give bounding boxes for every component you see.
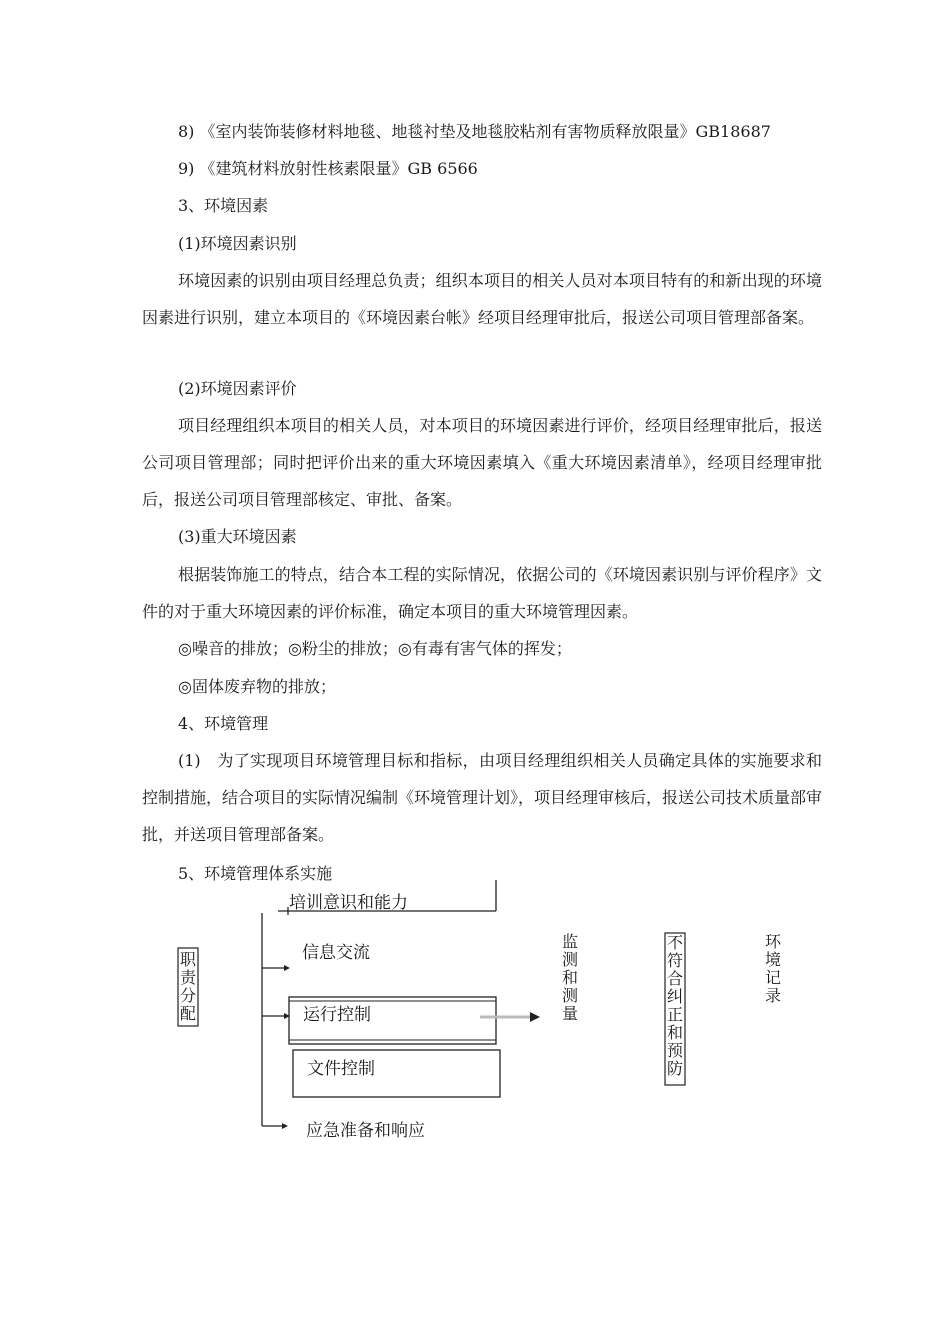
operation-control-label: 运行控制 (303, 1005, 371, 1025)
bullet-line-2: ◎固体废弃物的排放； (178, 677, 336, 696)
arrow-emergency-icon (282, 1123, 288, 1129)
section-heading-4: 4、环境管理 (178, 714, 269, 733)
arrow-operation-icon (284, 1013, 290, 1019)
std-item-9: 9) 《建筑材料放射性核素限量》GB 6566 (178, 159, 478, 178)
std-item-8: 8) 《室内装饰装修材料地毯、地毯衬垫及地毯胶粘剂有害物质释放限量》GB18687 (178, 122, 771, 141)
info-exchange-label: 信息交流 (302, 943, 370, 963)
subsection-heading-3-3: (3)重大环境因素 (178, 527, 297, 546)
arrow-info-icon (284, 965, 290, 971)
paragraph-major-factors: 根据装饰施工的特点，结合本工程的实际情况，依据公司的《环境因素识别与评价程序》文件的对于重大环境因素的评价标准，确定本项目的重大环境管理因素。 (142, 565, 822, 621)
document-control-label: 文件控制 (307, 1059, 375, 1079)
bullet-line-1: ◎噪音的排放；◎粉尘的排放；◎有毒有害气体的挥发； (178, 639, 572, 658)
training-label: 培训意识和能力 (289, 893, 408, 913)
emergency-label: 应急准备和响应 (306, 1121, 425, 1141)
subsection-heading-3-1: (1)环境因素识别 (178, 234, 297, 253)
nonconformity-label: 不符合纠正和预防 (666, 933, 683, 1078)
paragraph-identification: 环境因素的识别由项目经理总负责；组织本项目的相关人员对本项目特有的和新出现的环境因素进行识别，建立本项目的《环境因素台帐》经项目经理审批后，报送公司项目管理部备案。 (142, 271, 822, 327)
env-records-label: 环境记录 (764, 932, 781, 1005)
duty-allocation-label: 职责分配 (179, 950, 196, 1023)
monitoring-label: 监测和测量 (561, 932, 578, 1023)
arrow-to-monitor-icon (530, 1012, 540, 1022)
paragraph-evaluation: 项目经理组织本项目的相关人员，对本项目的环境因素进行评价，经项目经理审批后，报送公司项目管理部；同时把评价出来的重大环境因素填入《重大环境因素清单》，经项目经理审批后，报送公司项目管理部核定、审批、备案。 (142, 416, 822, 509)
section-heading-3: 3、环境因素 (178, 196, 269, 215)
section-heading-5: 5、环境管理体系实施 (178, 864, 333, 883)
paragraph-management: (1) 为了实现项目环境管理目标和指标，由项目经理组织相关人员确定具体的实施要求和控制措施，结合项目的实际情况编制《环境管理计划》，项目经理审核后，报送公司技术质量部审批，并送项目管理部备案。 (142, 751, 823, 844)
subsection-heading-3-2: (2)环境因素评价 (178, 379, 297, 398)
